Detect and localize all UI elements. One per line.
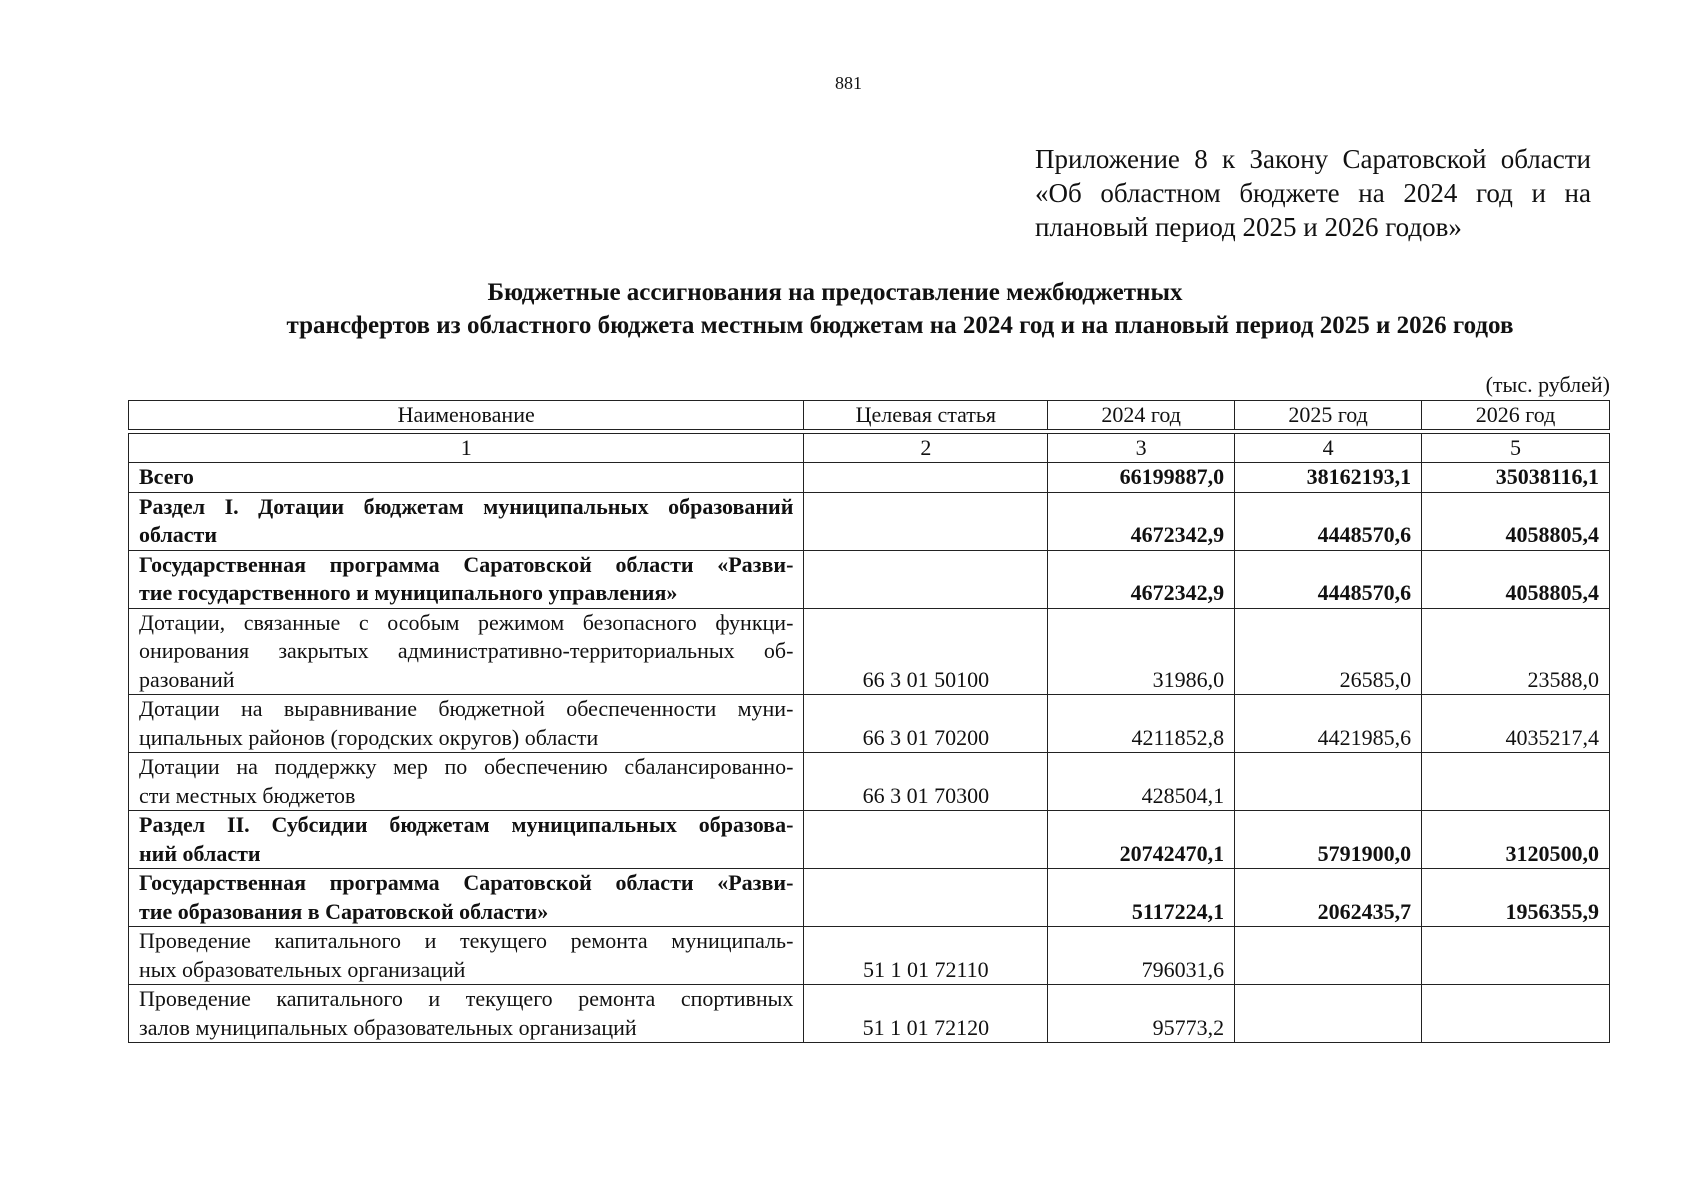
column-number: 5 (1422, 434, 1610, 463)
row-value-2024: 31986,0 (1048, 608, 1235, 695)
row-value-2025: 4448570,6 (1235, 492, 1422, 550)
row-target-code: 51 1 01 72110 (804, 927, 1048, 985)
row-name-line: Проведение капитального и текущего ремонта спортивных (139, 986, 794, 1011)
column-number: 1 (129, 434, 804, 463)
table-header-row (129, 401, 1610, 430)
row-name-line: ний области (139, 840, 261, 866)
row-value-2026: 23588,0 (1422, 608, 1610, 695)
row-target-code: 66 3 01 50100 (804, 608, 1048, 695)
row-value-2025: 4448570,6 (1235, 550, 1422, 608)
row-value-2026: 4035217,4 (1422, 695, 1610, 753)
page-number: 881 (835, 73, 862, 93)
row-name-line: разований (139, 666, 235, 692)
row-name-line: сти местных бюджетов (139, 782, 356, 808)
row-name (129, 811, 804, 869)
header-2025: 2025 год (1235, 401, 1422, 430)
table-row (129, 869, 1610, 927)
appendix-reference (1035, 142, 1591, 244)
appendix-line: плановый период 2025 и 2026 годов» (1035, 212, 1462, 242)
row-name-line: Дотации, связанные с особым режимом безопасного функци- (139, 609, 794, 635)
row-value-2026 (1422, 753, 1610, 811)
title-line: трансфертов из областного бюджета местным бюджетам на 2024 год и на плановый период 2025 и 2026 годов (286, 312, 1514, 339)
table-row (129, 608, 1610, 695)
row-name (129, 985, 804, 1043)
table-row (129, 492, 1610, 550)
row-value-2025: 38162193,1 (1235, 463, 1422, 493)
row-value-2025 (1235, 927, 1422, 985)
table-row (129, 811, 1610, 869)
row-target-code: 66 3 01 70300 (804, 753, 1048, 811)
row-value-2024: 4672342,9 (1048, 492, 1235, 550)
row-value-2026: 4058805,4 (1422, 550, 1610, 608)
appendix-line: Приложение 8 к Закону Саратовской области (1035, 144, 1591, 174)
row-name (129, 550, 804, 608)
row-name-line: Дотации на выравнивание бюджетной обеспеченности муни- (139, 696, 794, 721)
row-name-line: Раздел I. Дотации бюджетам муниципальных образований (139, 493, 794, 519)
table-row (129, 985, 1610, 1043)
row-value-2026: 3120500,0 (1422, 811, 1610, 869)
header-code: Целевая статья (804, 401, 1048, 430)
row-value-2024: 428504,1 (1048, 753, 1235, 811)
document-title (130, 276, 1610, 342)
row-value-2024: 796031,6 (1048, 927, 1235, 985)
row-name-line: Государственная программа Саратовской области «Разви- (139, 870, 794, 895)
row-name (129, 695, 804, 753)
header-2026: 2026 год (1422, 401, 1610, 430)
header-name: Наименование (129, 401, 804, 430)
row-value-2024: 4211852,8 (1048, 695, 1235, 753)
table-row (129, 695, 1610, 753)
row-name-line: Проведение капитального и текущего ремонта муниципаль- (139, 928, 794, 953)
row-target-code (804, 492, 1048, 550)
column-number: 3 (1048, 434, 1235, 463)
column-number: 2 (804, 434, 1048, 463)
row-value-2026: 1956355,9 (1422, 869, 1610, 927)
row-name (129, 492, 804, 550)
row-value-2025: 4421985,6 (1235, 695, 1422, 753)
row-name-line: Государственная программа Саратовской области «Разви- (139, 551, 794, 577)
budget-table (128, 400, 1610, 1043)
row-name-line: области (139, 522, 218, 547)
row-value-2024: 20742470,1 (1048, 811, 1235, 869)
row-target-code (804, 811, 1048, 869)
row-value-2025: 26585,0 (1235, 608, 1422, 695)
units-label: (тыс. рублей) (1485, 372, 1610, 397)
row-name (129, 753, 804, 811)
title-line: Бюджетные ассигнования на предоставление межбюджетных (487, 279, 1183, 306)
appendix-line: «Об областном бюджете на 2024 год и на (1035, 178, 1591, 208)
row-value-2026: 4058805,4 (1422, 492, 1610, 550)
row-name-line: ципальных районов (городских округов) области (139, 724, 599, 750)
row-value-2025 (1235, 985, 1422, 1043)
row-target-code (804, 463, 1048, 493)
row-value-2024: 66199887,0 (1048, 463, 1235, 493)
row-value-2024: 5117224,1 (1048, 869, 1235, 927)
row-name-line: ных образовательных организаций (139, 956, 466, 982)
table-row (129, 550, 1610, 608)
row-target-code: 51 1 01 72120 (804, 985, 1048, 1043)
column-number-row (129, 434, 1610, 463)
row-name (129, 869, 804, 927)
row-name (129, 463, 804, 493)
row-value-2025: 5791900,0 (1235, 811, 1422, 869)
header-2024: 2024 год (1048, 401, 1235, 430)
row-target-code: 66 3 01 70200 (804, 695, 1048, 753)
row-name (129, 927, 804, 985)
row-value-2025: 2062435,7 (1235, 869, 1422, 927)
row-name-line: тие государственного и муниципального управления» (139, 580, 678, 605)
row-value-2024: 4672342,9 (1048, 550, 1235, 608)
row-target-code (804, 550, 1048, 608)
table-row (129, 753, 1610, 811)
row-name-line: Дотации на поддержку мер по обеспечению сбалансированно- (139, 754, 794, 779)
row-value-2026: 35038116,1 (1422, 463, 1610, 493)
column-number: 4 (1235, 434, 1422, 463)
row-name-line: тие образования в Саратовской области» (139, 898, 549, 924)
row-name-line: залов муниципальных образовательных организаций (139, 1014, 637, 1040)
row-value-2026 (1422, 927, 1610, 985)
row-target-code (804, 869, 1048, 927)
row-name-line: Раздел II. Субсидии бюджетам муниципальных образова- (139, 812, 794, 837)
row-value-2025 (1235, 753, 1422, 811)
row-value-2024: 95773,2 (1048, 985, 1235, 1043)
table-row (129, 463, 1610, 493)
row-name (129, 608, 804, 695)
row-name-line: Всего (139, 464, 194, 489)
table-row (129, 927, 1610, 985)
row-name-line: онирования закрытых административно-территориальных об- (139, 638, 794, 663)
row-value-2026 (1422, 985, 1610, 1043)
